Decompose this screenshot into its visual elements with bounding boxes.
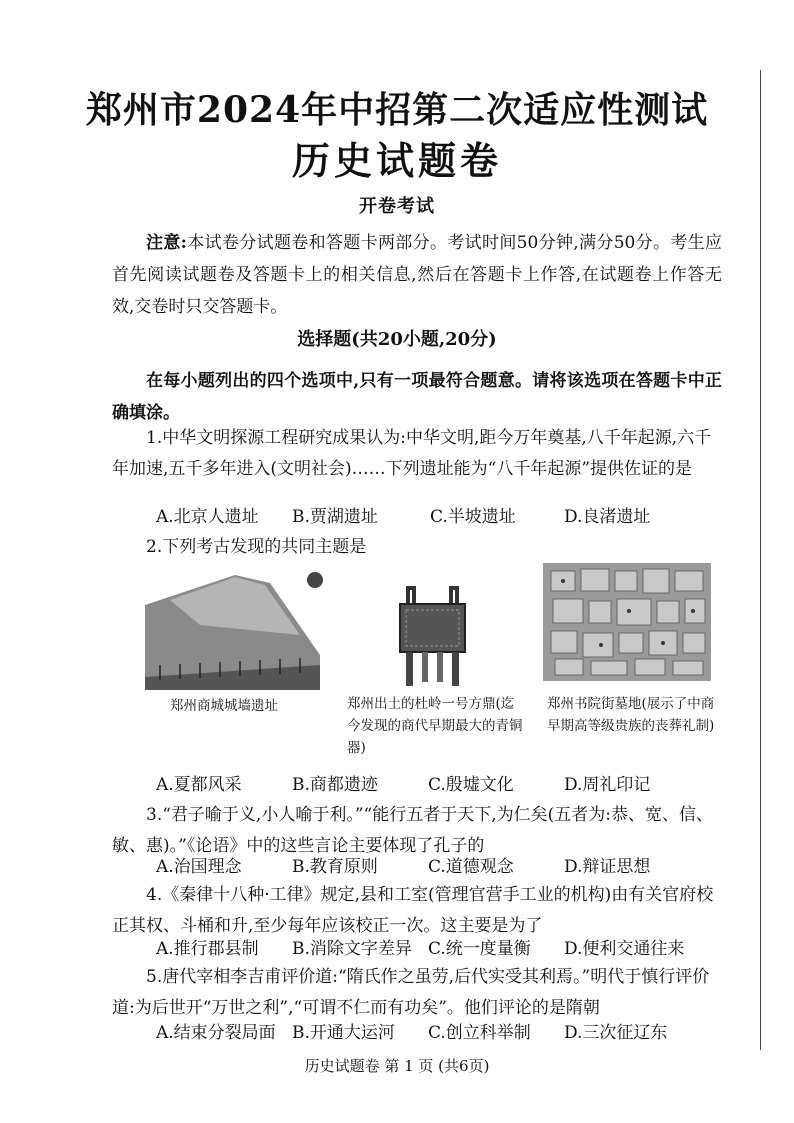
option-b: B.教育原则 xyxy=(292,857,378,877)
question-3-stem: 3.“君子喻于义,小人喻于利。”“能行五者于天下,为仁矣(五者为:恭、宽、信、敏、惠)。”《论语》中的这些言论主要体现了孔子的 xyxy=(112,805,713,856)
option-a: A.结束分裂局面 xyxy=(156,1023,276,1043)
option-b: B.商都遗迹 xyxy=(292,775,378,795)
option-d: D.周礼印记 xyxy=(564,775,651,795)
question-4-options xyxy=(156,934,684,964)
option-a: A.北京人遗址 xyxy=(156,507,259,527)
option-a: A.治国理念 xyxy=(156,857,242,877)
section-title: 选择题(共20小题,20分) xyxy=(297,329,497,350)
question-5-stem: 5.唐代宰相李吉甫评价道:“隋氏作之虽劳,后代实受其利焉。”明代于慎行评价道:为后世开“万世之利”,“可谓不仁而有功矣”。他们评论的是隋朝 xyxy=(112,967,710,1018)
option-d: D.良渚遗址 xyxy=(564,507,651,527)
tomb-site-photo xyxy=(543,563,711,681)
option-d: D.便利交通往来 xyxy=(564,939,685,959)
option-c: C.道德观念 xyxy=(428,857,514,877)
section-instruction: 在每小题列出的四个选项中,只有一项最符合题意。请将该选项在答题卡中正确填涂。 xyxy=(112,371,722,423)
option-a: A.推行郡县制 xyxy=(156,939,259,959)
question-5-options xyxy=(156,1018,667,1048)
question-2-stem: 2.下列考古发现的共同主题是 xyxy=(146,537,367,557)
option-c: C.创立科举制 xyxy=(428,1023,531,1043)
option-b: B.开通大运河 xyxy=(292,1023,395,1043)
image-caption-1: 郑州商城城墙遗址 xyxy=(170,698,278,714)
notice-text: 本试卷分试题卷和答题卡两部分。考试时间50分钟,满分50分。考生应首先阅读试题卷及答题卡上的相关信息,然后在答题卡上作答,在试题卷上作答无效,交卷时只交答题卡。 xyxy=(112,233,722,317)
notice-label: 注意: xyxy=(146,233,187,253)
question-2-options xyxy=(156,770,650,800)
option-d: D.辩证思想 xyxy=(564,857,651,877)
page-footer: 历史试题卷 第 1 页 (共6页) xyxy=(304,1057,490,1075)
question-1-stem: 1.中华文明探源工程研究成果认为:中华文明,距今万年奠基,八千年起源,六千年加速,五千多年进入(文明社会)……下列遗址能为“八千年起源”提供佐证的是 xyxy=(112,428,712,479)
exam-subject-title: 历史试题卷 xyxy=(291,138,502,183)
bronze-ding-photo xyxy=(390,580,475,690)
question-3-options xyxy=(156,852,650,882)
option-b: B.贾湖遗址 xyxy=(292,507,378,527)
option-b: B.消除文字差异 xyxy=(292,939,412,959)
option-a: A.夏都风采 xyxy=(156,775,242,795)
image-caption-2: 郑州出土的杜岭一号方鼎(迄今发现的商代早期最大的青铜器) xyxy=(347,696,523,756)
option-c: C.统一度量衡 xyxy=(428,939,531,959)
question-4-stem: 4.《秦律十八种·工律》规定,县和工室(管理官营手工业的机构)由有关官府校正其权、斗桶和升,至少每年应该校正一次。这主要是为了 xyxy=(112,885,714,936)
exam-title: 郑州市2024年中招第二次适应性测试 xyxy=(85,89,709,131)
exam-type-label: 开卷考试 xyxy=(359,196,435,217)
image-caption-3: 郑州书院街墓地(展示了中商早期高等级贵族的丧葬礼制) xyxy=(547,696,715,734)
option-c: C.殷墟文化 xyxy=(428,775,514,795)
option-d: D.三次征辽东 xyxy=(564,1023,668,1043)
option-c: C.半坡遗址 xyxy=(430,507,516,527)
notice-paragraph xyxy=(112,227,722,323)
question-1-options xyxy=(156,502,650,532)
city-wall-ruins-photo xyxy=(140,565,325,690)
